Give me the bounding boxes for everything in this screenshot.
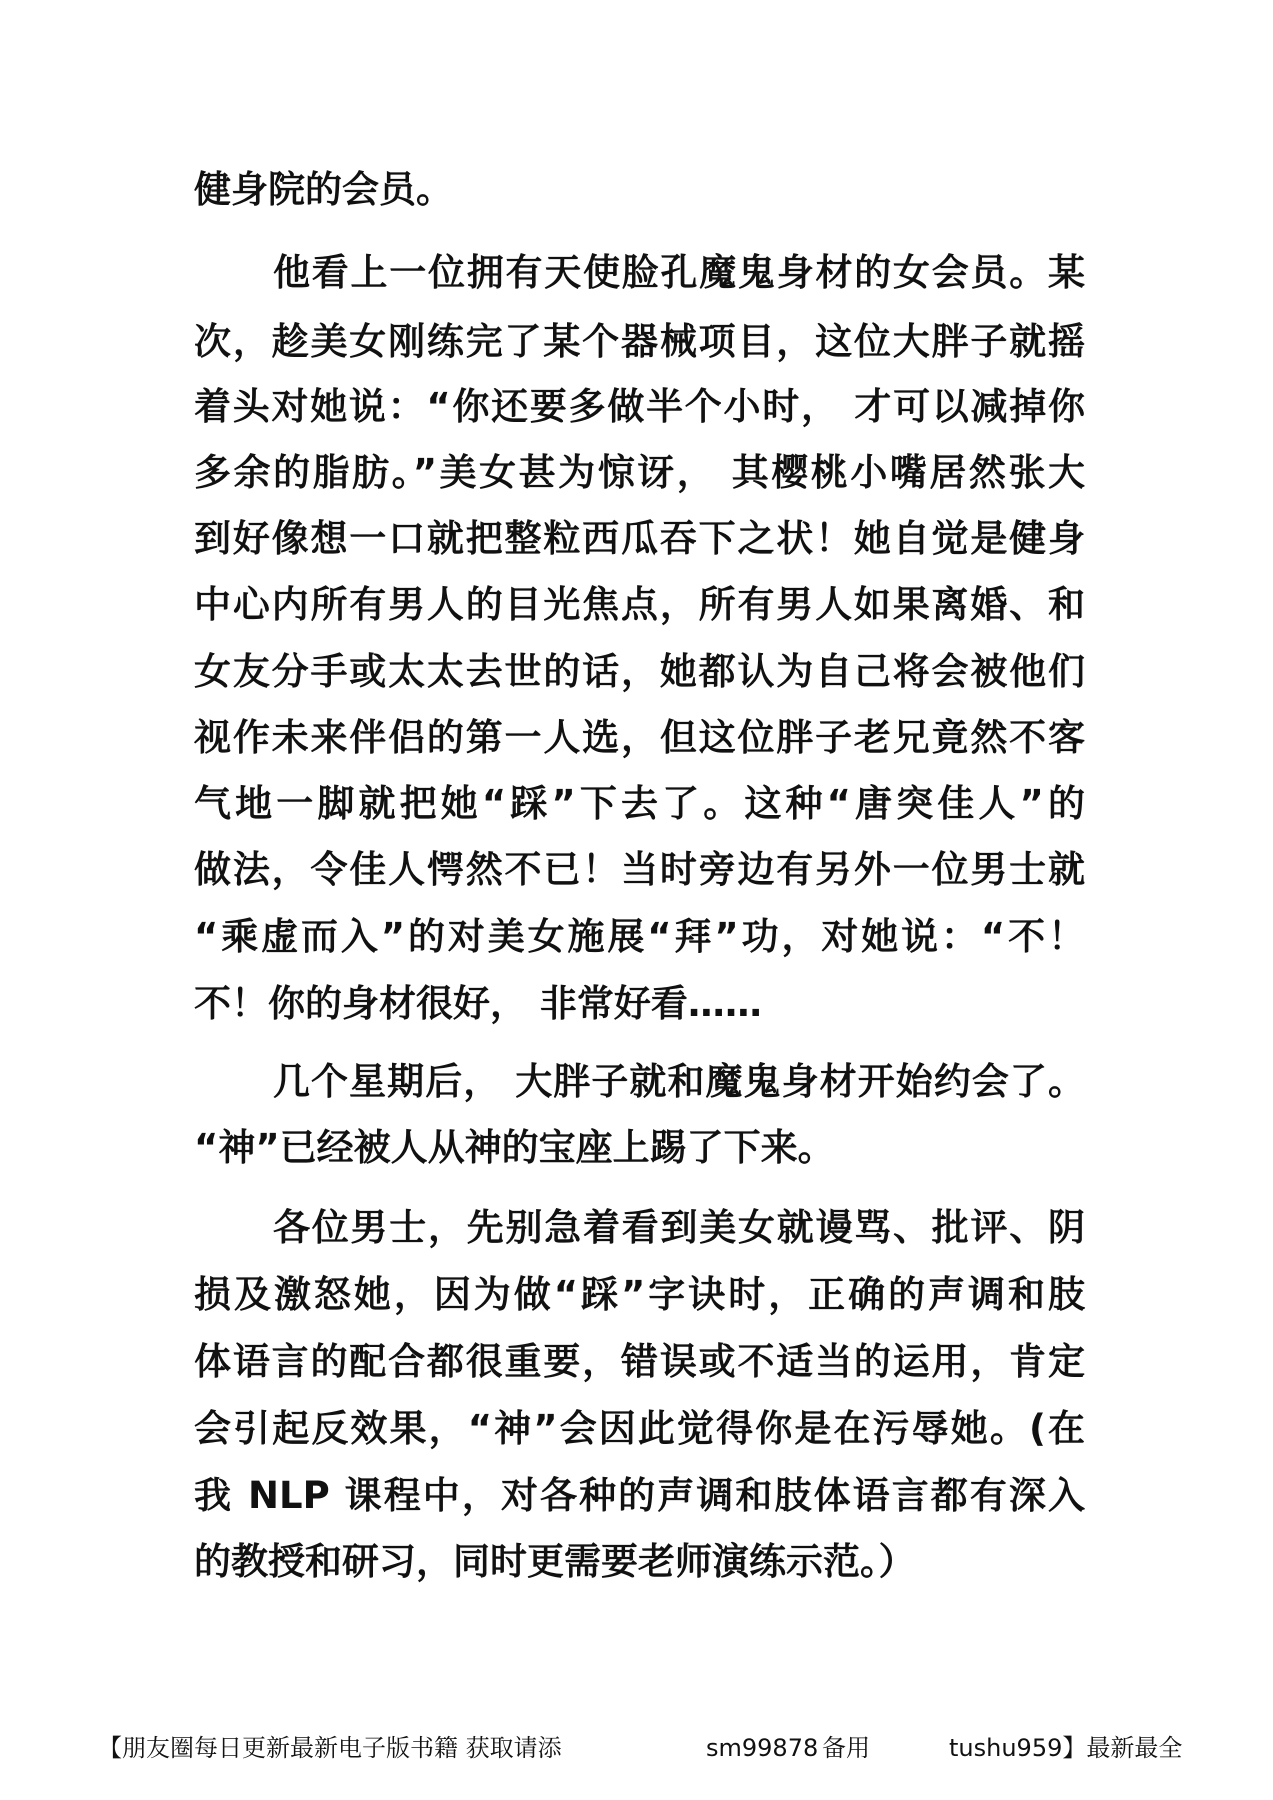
footer-contact-id: sm99878 (706, 1734, 819, 1762)
footer-backup-label: 备用 (822, 1734, 870, 1762)
footer-backup-id: tushu959】最新最全 (949, 1734, 1183, 1762)
text-line: 的教授和研习，同时更需要老师演练示范。） (194, 1540, 916, 1583)
footer-watermark-text: 【朋友圈每日更新最新电子版书籍 获取请添 (98, 1734, 562, 1762)
text-line: 不！你的身材很好， 非常好看…… (194, 982, 762, 1025)
text-line: 到好像想一口就把整粒西瓜吞下之状！她自觉是健身 (194, 517, 1085, 560)
text-line: 他看上一位拥有天使脸孔魔鬼身材的女会员。某 (273, 251, 1085, 294)
text-line: 视作未来伴侣的第一人选，但这位胖子老兄竟然不客 (194, 716, 1085, 759)
text-line: 多余的脂肪。”美女甚为惊讶， 其樱桃小嘴居然张大 (194, 451, 1085, 494)
text-line: “神”已经被人从神的宝座上踢了下来。 (194, 1126, 835, 1169)
text-line: 健身院的会员。 (194, 168, 453, 211)
text-line: 中心内所有男人的目光焦点，所有男人如果离婚、和 (194, 583, 1085, 626)
text-line: 损及激怒她，因为做“踩”字诀时，正确的声调和肢 (194, 1273, 1085, 1316)
text-line: 体语言的配合都很重要，错误或不适当的运用，肯定 (194, 1340, 1085, 1383)
text-line: 我 NLP 课程中，对各种的声调和肢体语言都有深入 (194, 1474, 1085, 1517)
text-line: 做法，令佳人愕然不已！当时旁边有另外一位男士就 (194, 848, 1085, 891)
text-line: 女友分手或太太去世的话，她都认为自己将会被他们 (194, 650, 1085, 693)
text-line: 会引起反效果，“神”会因此觉得你是在污辱她。(在 (194, 1407, 1085, 1450)
text-line: 气地一脚就把她“踩”下去了。这种“唐突佳人”的 (194, 782, 1085, 825)
text-line: 各位男士，先别急着看到美女就谩骂、批评、阴 (273, 1206, 1085, 1249)
text-line: 几个星期后， 大胖子就和魔鬼身材开始约会了。 (273, 1060, 1085, 1103)
text-line: “乘虚而入”的对美女施展“拜”功，对她说：“不！ (194, 915, 1085, 958)
text-line: 着头对她说：“你还要多做半个小时， 才可以减掉你 (194, 385, 1085, 428)
text-line: 次，趁美女刚练完了某个器械项目，这位大胖子就摇 (194, 320, 1085, 363)
